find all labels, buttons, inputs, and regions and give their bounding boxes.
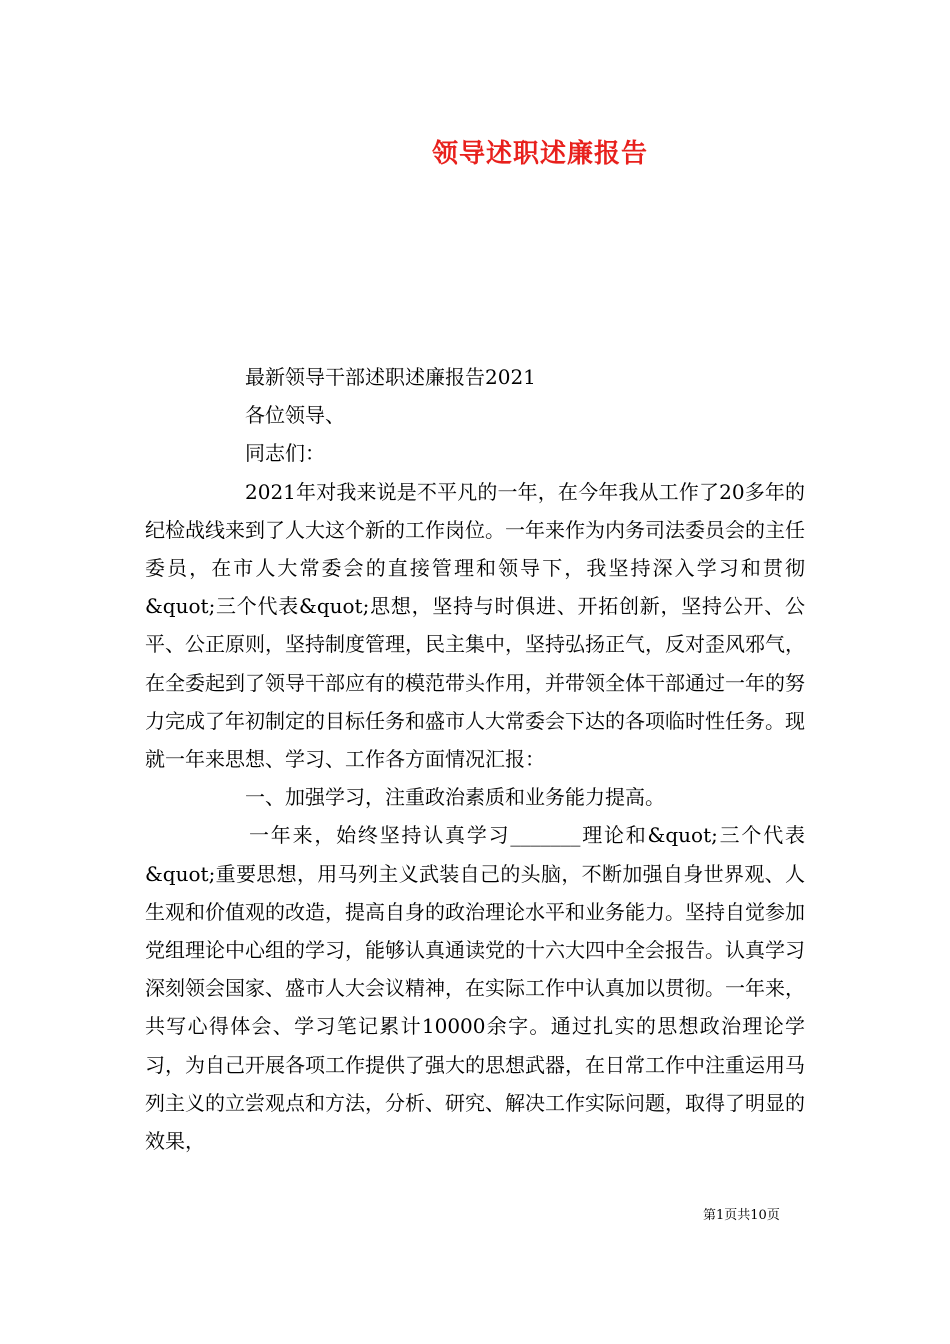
section-heading-1: 一、加强学习，注重政治素质和业务能力提高。 (245, 785, 665, 810)
salutation-line-2: 同志们： (245, 441, 325, 466)
paragraph-study: 一年来，始终坚持认真学习_______理论和&quot;三个代表&quot;重要思想，用马列主义武装自己的头脑，不断加强自身世界观、人生观和价值观的改造，提高自身的政治理论水平和业务能力。坚持自觉参加党组理论中心组的学习，能够认真通读党的十六大四中全会报告。认真学习深刻领会国家、盛市人大会议精神，在实际工作中认真加以贯彻。一年来，共写心得体会、学习笔记累计10000余字。通过扎实的思想政治理论学习，为自己开展各项工作提供了强大的思想武器，在日常工作中注重运用马列主义的立尝观点和方法，分析、研究、解决工作实际问题，取得了明显的效果， (145, 823, 805, 1154)
paragraph-intro: 2021年对我来说是不平凡的一年，在今年我从工作了20多年的纪检战线来到了人大这个新的工作岗位。一年来作为内务司法委员会的主任委员，在市人大常委会的直接管理和领导下，我坚持深入学习和贯彻&quot;三个代表&quot;思想，坚持与时俱进、开拓创新，坚持公开、公平、公正原则，坚持制度管理，民主集中，坚持弘扬正气，反对歪风邪气，在全委起到了领导干部应有的模范带头作用，并带领全体干部通过一年的努力完成了年初制定的目标任务和盛市人大常委会下达的各项临时性任务。现就一年来思想、学习、工作各方面情况汇报： (145, 479, 805, 772)
document-body (145, 358, 805, 1160)
salutation-line-1: 各位领导、 (245, 403, 345, 428)
page-number: 第1页共10页 (703, 1208, 780, 1223)
report-heading: 最新领导干部述职述廉报告2021 (245, 365, 536, 389)
document-title: 领导述职述廉报告 (431, 139, 648, 169)
